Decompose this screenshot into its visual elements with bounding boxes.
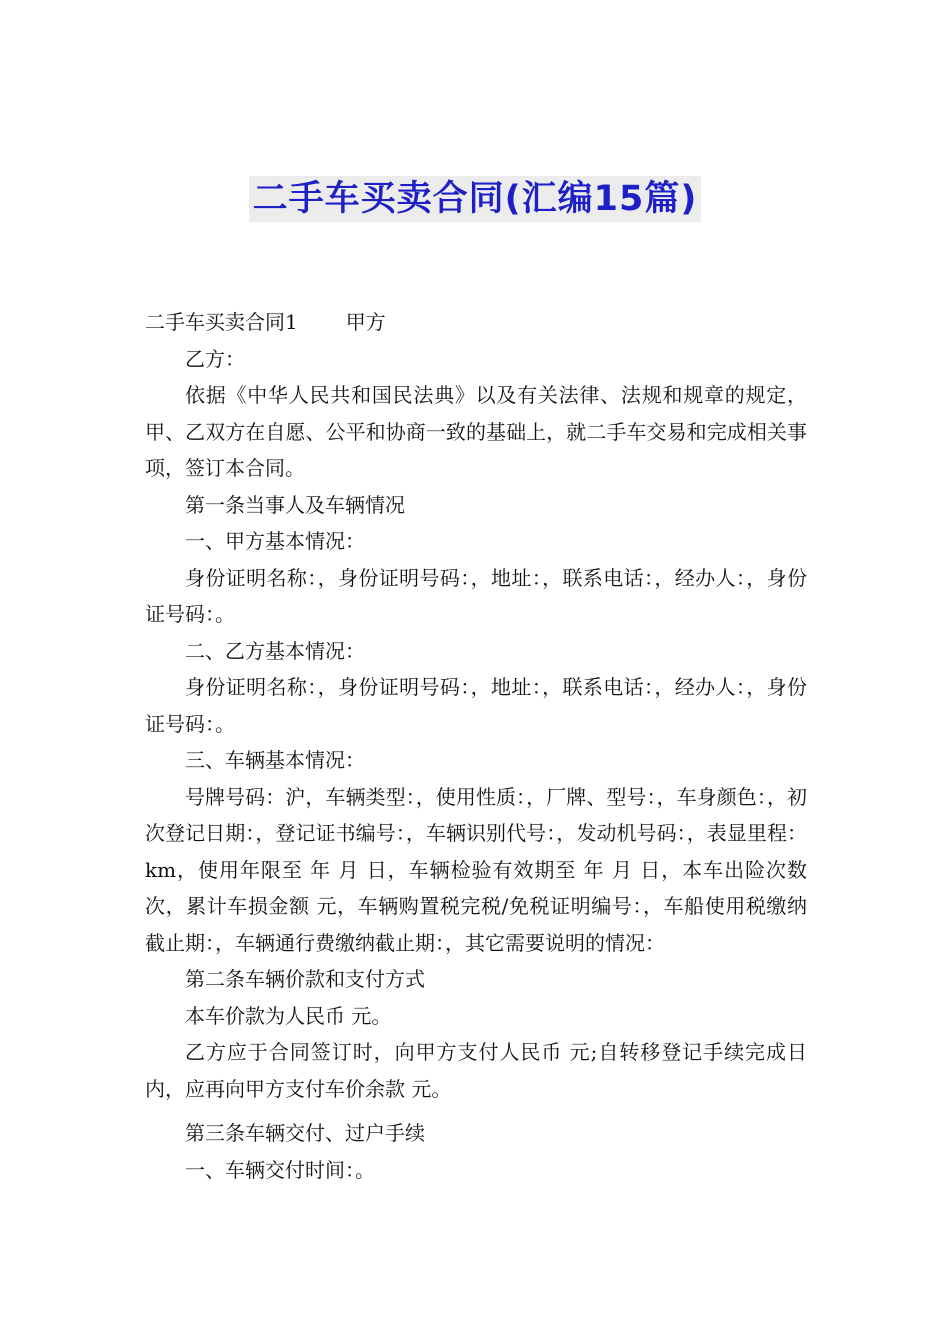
paragraph: 依据《中华人民共和国民法典》以及有关法律、法规和规章的规定，甲、乙双方在自愿、公平和协商一致的基础上，就二手车交易和完成相关事项，签订本合同。 xyxy=(145,383,807,480)
paragraph: 乙方： xyxy=(185,346,245,371)
article-heading: 第三条车辆交付、过户手续 xyxy=(185,1121,425,1145)
paragraph: 号牌号码：沪，车辆类型：，使用性质：，厂牌、型号：，车身颜色：，初次登记日期：，登记证书编号：，车辆识别代号：，发动机号码：，表显里程：km，使用年限至 年 月 日，车辆检验有效期至 年 月 日，本车出险次数次，累计车损金额 元，车辆购置税完税/免税证明编号：，车船使用税缴纳截止期：，车辆通行费缴纳截止期：，其它需要说明的情况： xyxy=(145,784,807,955)
section-heading: 二手车买卖合同1 xyxy=(145,310,298,334)
section-heading-line xyxy=(145,304,807,341)
article-heading: 第一条当事人及车辆情况 xyxy=(185,492,405,517)
paragraph: 三、车辆基本情况： xyxy=(185,748,365,772)
article-heading: 第二条车辆价款和支付方式 xyxy=(185,967,425,991)
paragraph: 一、甲方基本情况： xyxy=(185,529,365,553)
party-a-label: 甲方 xyxy=(345,310,386,334)
paragraph: 一、车辆交付时间：。 xyxy=(185,1157,375,1182)
paragraph: 本车价款为人民币 元。 xyxy=(185,1003,392,1028)
paragraph: 乙方应于合同签订时，向甲方支付人民币 元;自转移登记手续完成日内，应再向甲方支付车价余款 元。 xyxy=(145,1040,807,1101)
document-title: 二手车买卖合同(汇编15篇) xyxy=(249,176,702,222)
paragraph: 身份证明名称：，身份证明号码：，地址：，联系电话：，经办人：，身份证号码：。 xyxy=(145,675,807,736)
title-container xyxy=(0,176,950,222)
paragraph: 身份证明名称：，身份证明号码：，地址：，联系电话：，经办人：，身份证号码：。 xyxy=(145,565,807,626)
paragraph: 二、乙方基本情况： xyxy=(185,638,365,663)
document-body xyxy=(145,304,807,1188)
